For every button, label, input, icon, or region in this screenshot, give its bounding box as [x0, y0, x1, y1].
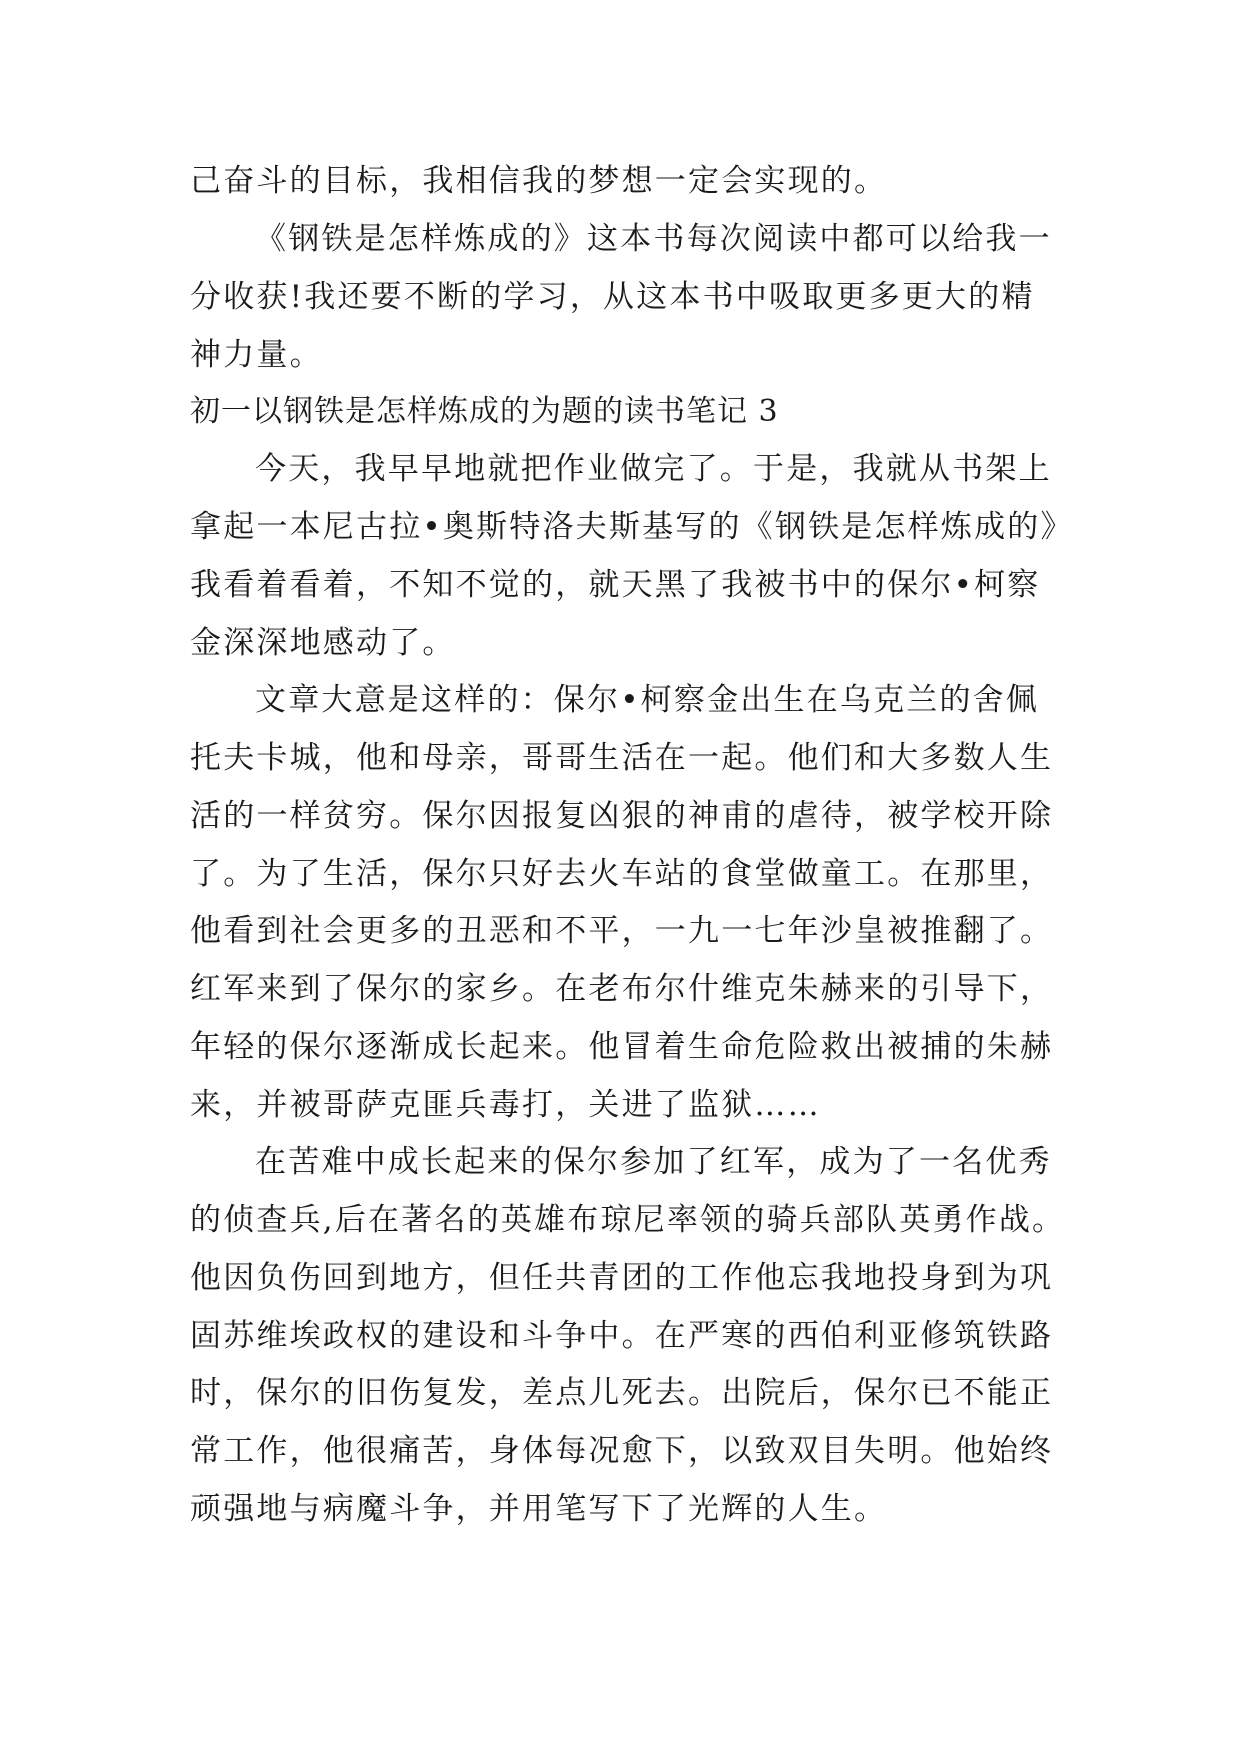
text-line: 固苏维埃政权的建设和斗争中。在严寒的西伯利亚修筑铁路	[190, 1318, 1054, 1354]
text-line: 他因负伤回到地方，但任共青团的工作他忘我地投身到为巩	[190, 1260, 1054, 1296]
text-line: 活的一样贫穷。保尔因报复凶狠的神甫的虐待，被学校开除	[190, 798, 1054, 834]
text-line: 顽强地与病魔斗争，并用笔写下了光辉的人生。	[190, 1491, 888, 1527]
text-line: 《钢铁是怎样炼成的》这本书每次阅读中都可以给我一	[255, 221, 1052, 257]
text-line: 我看着看着，不知不觉的，就天黑了我被书中的保尔•柯察	[190, 567, 1041, 603]
text-line: 来，并被哥萨克匪兵毒打，关进了监狱……	[190, 1087, 821, 1123]
text-line: 时，保尔的旧伤复发，差点儿死去。出院后，保尔已不能正	[190, 1375, 1054, 1411]
text-line: 他看到社会更多的丑恶和不平，一九一七年沙皇被推翻了。	[190, 913, 1054, 949]
text-line: 己奋斗的目标，我相信我的梦想一定会实现的。	[190, 163, 888, 199]
text-line: 在苦难中成长起来的保尔参加了红军，成为了一名优秀	[255, 1144, 1052, 1180]
text-line: 金深深地感动了。	[190, 625, 456, 661]
text-line: 年轻的保尔逐渐成长起来。他冒着生命危险救出被捕的朱赫	[190, 1029, 1054, 1065]
section-heading: 初一以钢铁是怎样炼成的为题的读书笔记 3	[190, 394, 779, 429]
text-line: 的侦查兵,后在著名的英雄布琼尼率领的骑兵部队英勇作战。	[190, 1202, 1066, 1238]
text-line: 今天，我早早地就把作业做完了。于是，我就从书架上	[255, 451, 1052, 487]
text-line: 了。为了生活，保尔只好去火车站的食堂做童工。在那里，	[190, 856, 1054, 892]
text-line: 神力量。	[190, 337, 323, 373]
text-line: 常工作，他很痛苦，身体每况愈下，以致双目失明。他始终	[190, 1433, 1054, 1469]
text-line: 红军来到了保尔的家乡。在老布尔什维克朱赫来的引导下，	[190, 971, 1054, 1007]
text-line: 文章大意是这样的：保尔•柯察金出生在乌克兰的舍佩	[255, 682, 1040, 718]
text-line: 托夫卡城，他和母亲，哥哥生活在一起。他们和大多数人生	[190, 740, 1054, 776]
text-line: 分收获!我还要不断的学习，从这本书中吸取更多更大的精	[190, 279, 1035, 315]
text-line: 拿起一本尼古拉•奥斯特洛夫斯基写的《钢铁是怎样炼成的》	[190, 509, 1074, 545]
